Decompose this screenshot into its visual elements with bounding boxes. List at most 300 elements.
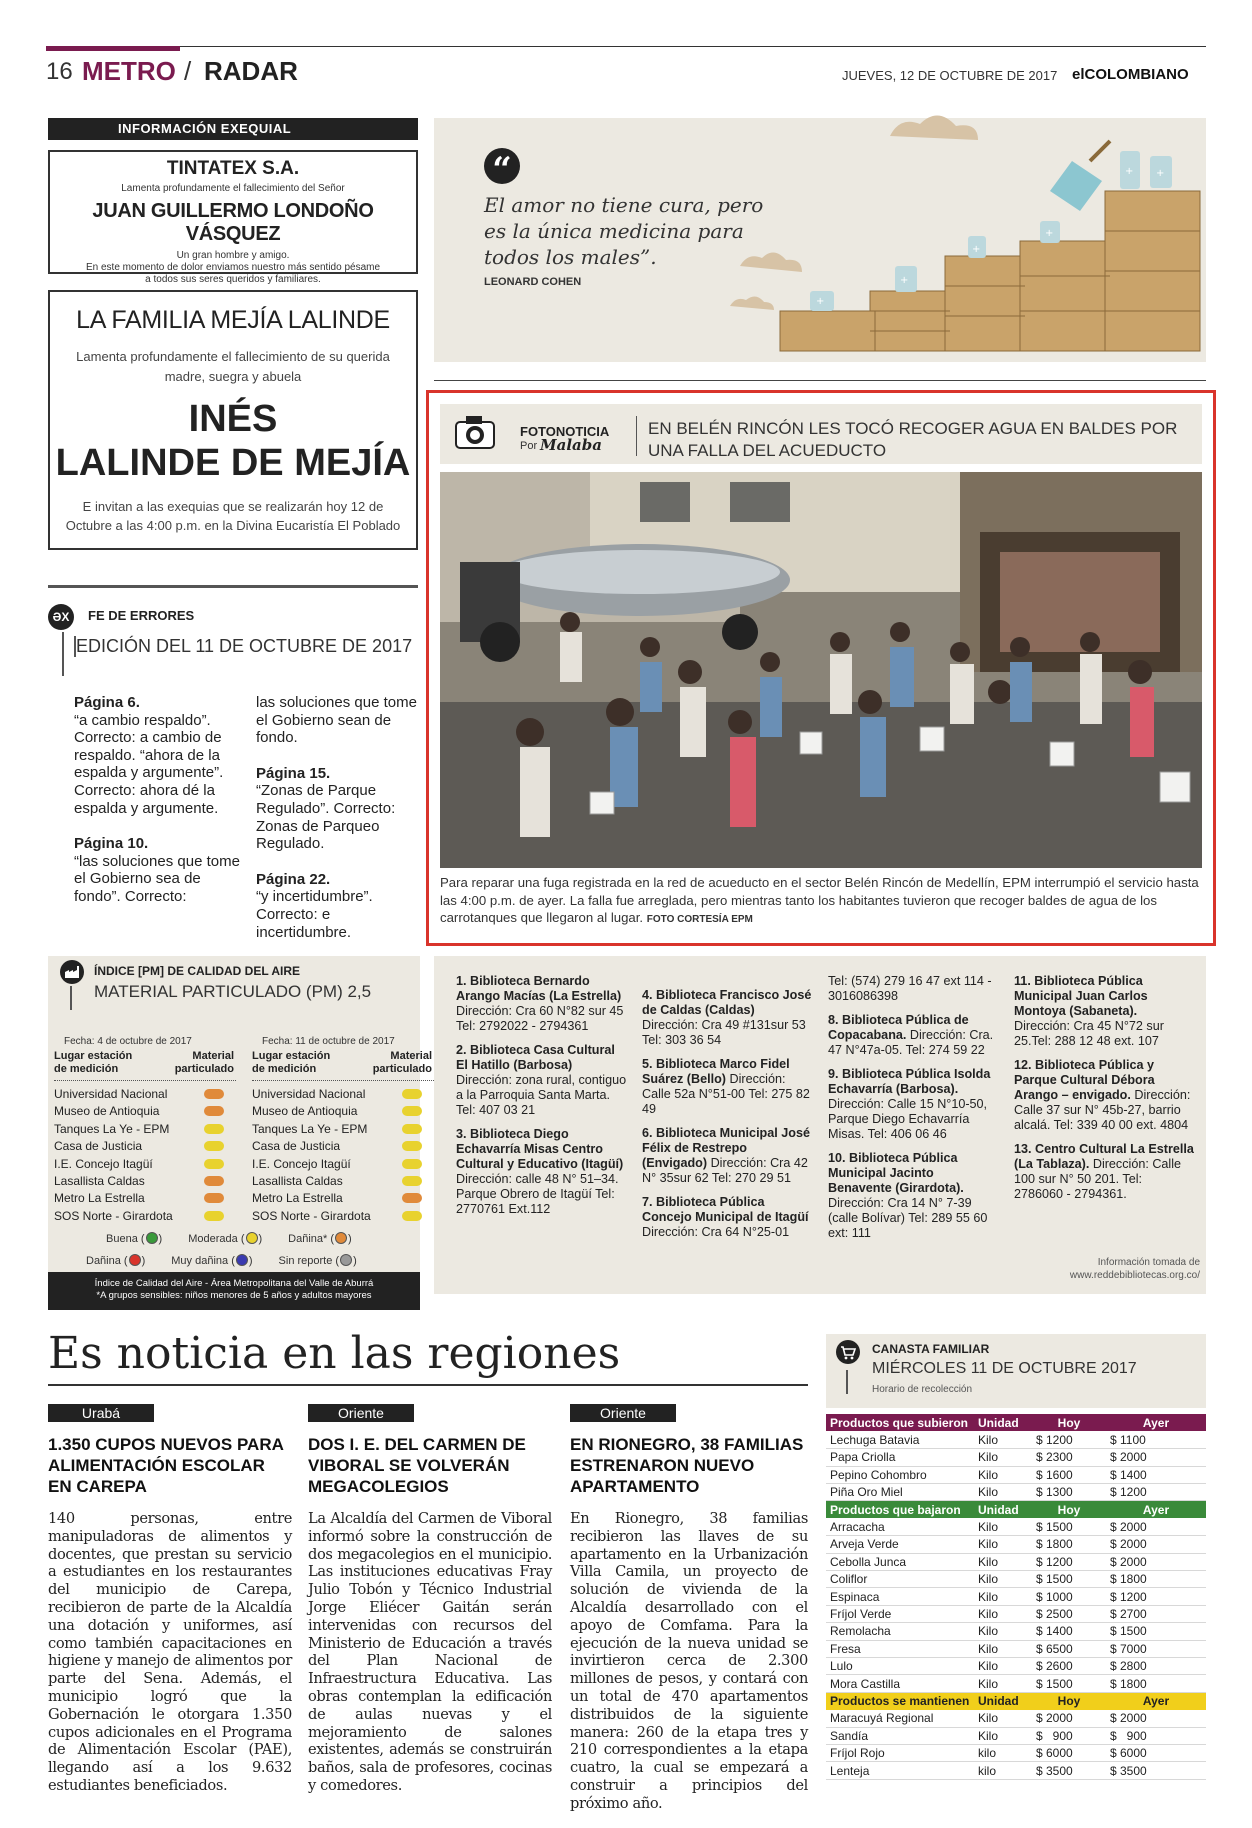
price-yesterday: $ 1200: [1106, 1588, 1206, 1605]
price-today: $ 6000: [1032, 1744, 1106, 1761]
library-name: 4. Biblioteca Francisco José de Caldas (Caldas): [642, 988, 812, 1017]
library-info: Dirección: Calle 37 sur N° 45b-27, barrio alcalá. Tel: 339 40 00 ext. 4804: [1014, 1088, 1191, 1132]
region-tag: Oriente: [308, 1404, 414, 1422]
air-legend-item: Dañina ( ): [86, 1255, 146, 1267]
product-unit: kilo: [974, 1744, 1032, 1761]
region-body: La Alcaldía del Carmen de Viboral informó sobre la construcción de dos megacolegios en el municipio. Las instituciones educativas Fray Julio Tobón y Técnico Industrial Jorge Eliécer Gaitán serán intervenidas con recursos del Ministerio de Educación a través del Plan Nacional de Infraestructura Educativa. Las obras contemplan la edificación de aulas nuevas y el mejoramiento de salones existentes, además se construirán baños, sala de profesores, cocinas y comedores.: [308, 1510, 552, 1794]
region-body: 140 personas, entre manipuladoras de alimentos y docentes, que prestan su servicio a estudiantes en los restaurantes del municipio de Carepa, recibieron de parte de la Alcaldía una dotación y uniformes, así como también capacitaciones en higiene y manejo de alimentos por parte del Sena. Además, el municipio logró que la Gobernación le otorgara 1.350 cupos adicionales en el Programa de Alimentación Escolar (PAE), llegando así a los 9.632 estudiantes beneficiados.: [48, 1510, 292, 1794]
air-legend-row-2: [86, 1254, 383, 1267]
air-legend-dot: [340, 1254, 352, 1266]
library-name: 10. Biblioteca Pública Municipal Jacinto Benavente (Girardota).: [828, 1151, 964, 1195]
product-name: Espinaca: [826, 1588, 974, 1605]
camera-icon: [452, 410, 498, 456]
libraries-source: Información tomada de www.reddebibliotecas.org.co/: [1069, 1257, 1200, 1281]
air-quality-footnote: [48, 1272, 420, 1310]
price-yesterday: $ 6000: [1106, 1744, 1206, 1761]
canasta-col-unidad: Unidad: [974, 1501, 1032, 1518]
air-legend-dot: [146, 1232, 158, 1244]
obituary-org: LA FAMILIA MEJÍA LALINDE: [76, 306, 390, 334]
library-info: Dirección: Calle 15 N°10-50, Parque Diego Echavarría Misas. Tel: 406 06 46: [828, 1097, 988, 1141]
canasta-row: [826, 1744, 1206, 1761]
canasta-section-header: [826, 1414, 1206, 1431]
errata-page: Página 22.: [256, 870, 331, 888]
price-today: $ 1500: [1032, 1571, 1106, 1588]
air-legend-item: Moderada ( ): [188, 1233, 263, 1245]
canasta-col-ayer: Ayer: [1106, 1501, 1206, 1518]
product-name: Coliflor: [826, 1571, 974, 1588]
air-level-indicator: [402, 1124, 422, 1134]
canasta-row: [826, 1484, 1206, 1501]
price-yesterday: $ 2000: [1106, 1449, 1206, 1466]
canasta-section-header: [826, 1692, 1206, 1709]
product-name: Maracuyá Regional: [826, 1710, 974, 1727]
product-name: Lulo: [826, 1657, 974, 1674]
air-table-date: Fecha: 4 de octubre de 2017: [64, 1036, 192, 1047]
air-level-indicator: [402, 1159, 422, 1169]
air-legend-label: Moderada: [188, 1233, 238, 1245]
section-rule: [434, 380, 1206, 381]
air-level-indicator: [204, 1141, 224, 1151]
region-headline: EN RIONEGRO, 38 FAMILIAS ESTRENARON NUEVO APARTAMENTO: [570, 1435, 804, 1496]
air-station-name: SOS Norte - Girardota: [54, 1208, 173, 1223]
air-level-indicator: [204, 1124, 224, 1134]
product-name: Fríjol Verde: [826, 1605, 974, 1622]
library-name: 12. Biblioteca Pública y Parque Cultural Débora Arango – envigado.: [1014, 1058, 1155, 1102]
region-body: En Rionegro, 38 familias recibieron las llaves de su apartamento en la Urbanización Villa Camila, un proyecto de solución de vivienda de la Alcaldía desarrollado con el apoyo de Comfama. Para la ejecución de la nueva unidad se invirtieron cerca de 2.300 millones de pesos, y contará con un total de 470 apartamentos distribuidos de la siguiente manera: 260 de la etapa tres y 210 correspondientes a la etapa cuatro, la cual se empezará a construir a principios del próximo año.: [570, 1510, 808, 1812]
price-yesterday: $ 1500: [1106, 1623, 1206, 1640]
air-quality-title: ÍNDICE [PM] DE CALIDAD DEL AIRE: [94, 964, 301, 978]
air-level-indicator: [204, 1193, 224, 1203]
regions-title: Es noticia en las regiones: [48, 1328, 621, 1379]
errata-gap: [256, 853, 424, 871]
product-unit: Kilo: [974, 1588, 1032, 1605]
air-level-indicator: [204, 1106, 224, 1116]
library-entry: [642, 1126, 814, 1186]
air-quality-subtitle: MATERIAL PARTICULADO (PM) 2,5: [94, 982, 372, 1001]
price-today: $ 1000: [1032, 1588, 1106, 1605]
product-name: Fresa: [826, 1640, 974, 1657]
air-header-station: Lugar estación de medición: [54, 1050, 133, 1075]
shopping-cart-icon: [836, 1340, 860, 1364]
svg-text:+: +: [816, 296, 825, 307]
air-level-indicator: [402, 1211, 422, 1221]
errata-item: [256, 765, 424, 853]
price-today: $ 2600: [1032, 1657, 1106, 1674]
canasta-row: [826, 1675, 1206, 1692]
errata-column-1: [74, 694, 242, 906]
page-number: 16: [46, 58, 73, 85]
libraries-column-1: [456, 974, 628, 1226]
canasta-row: [826, 1605, 1206, 1622]
library-name: 8. Biblioteca Pública de Copacabana.: [828, 1013, 969, 1042]
library-name: 6. Biblioteca Municipal José Félix de Restrepo (Envigado): [642, 1126, 810, 1170]
price-today: $ 1500: [1032, 1518, 1106, 1535]
product-unit: Kilo: [974, 1571, 1032, 1588]
price-yesterday: $ 1800: [1106, 1571, 1206, 1588]
region-headline: DOS I. E. DEL CARMEN DE VIBORAL SE VOLVERÁN MEGACOLEGIOS: [308, 1435, 526, 1496]
air-station-name: I.E. Concejo Itagüí: [252, 1156, 351, 1171]
canasta-date: MIÉRCOLES 11 DE OCTUBRE 2017: [872, 1360, 1137, 1377]
library-info: Dirección: zona rural, contiguo a la Parroquia Santa Marta. Tel: 407 03 21: [456, 1073, 627, 1117]
library-info: Dirección: Cra 64 N°25-01: [642, 1225, 790, 1239]
library-info: Dirección: Cra 14 N° 7-39 (calle Bolívar) Tel: 289 55 60 ext: 111: [828, 1196, 988, 1240]
photographer-signature: Malaba: [540, 436, 602, 454]
region-tag: Urabá: [48, 1404, 154, 1422]
air-station-name: Museo de Antioquia: [54, 1104, 160, 1119]
library-entry: [1014, 1142, 1194, 1202]
obituary-name-line: INÉS: [188, 398, 278, 440]
header-rule: [46, 46, 1206, 47]
errata-gap: [256, 747, 424, 765]
product-name: Mora Castilla: [826, 1675, 974, 1692]
errata-item: [256, 694, 424, 747]
air-legend-label: Buena: [106, 1233, 138, 1245]
air-station-name: Museo de Antioquia: [252, 1104, 358, 1119]
canasta-col-hoy: Hoy: [1032, 1692, 1106, 1709]
errata-text: las soluciones que tome el Gobierno sean de fondo.: [256, 694, 417, 747]
air-station-name: Universidad Nacional: [252, 1087, 366, 1101]
price-yesterday: $ 2000: [1106, 1710, 1206, 1727]
obituary-line: En este momento de dolor enviamos nuestro más sentido pésame: [85, 262, 381, 273]
price-yesterday: $ 900: [1106, 1727, 1206, 1744]
library-info: Dirección: Cra 42 N° 35sur 62 Tel: 270 29 51: [642, 1156, 808, 1185]
errata-page: Página 15.: [256, 764, 331, 782]
product-name: Lechuga Batavia: [826, 1431, 974, 1448]
price-today: $ 1600: [1032, 1466, 1106, 1483]
price-yesterday: $ 1800: [1106, 1675, 1206, 1692]
air-legend-dot: [246, 1232, 258, 1244]
air-table-rule: [252, 1080, 434, 1081]
air-legend-item: Dañina* ( ): [288, 1233, 352, 1245]
region-headline: 1.350 CUPOS NUEVOS PARA ALIMENTACIÓN ESCOLAR EN CAREPA: [48, 1435, 284, 1496]
price-today: $ 1300: [1032, 1484, 1106, 1501]
product-unit: Kilo: [974, 1553, 1032, 1570]
library-entry: [456, 1043, 628, 1118]
canasta-schedule: Horario de recolección: [872, 1384, 973, 1395]
errata-item: [256, 871, 424, 941]
price-yesterday: $ 1400: [1106, 1466, 1206, 1483]
canasta-col-ayer: Ayer: [1106, 1414, 1206, 1431]
subsection-name: RADAR: [204, 56, 298, 86]
air-header-material: Material particulado: [174, 1050, 234, 1075]
air-station-name: Metro La Estrella: [54, 1191, 145, 1206]
obituary-line: [50, 250, 416, 286]
obituary-line: Lamenta profundamente el fallecimiento de su querida madre, suegra y abuela: [76, 349, 390, 384]
errata-text: “las soluciones que tome el Gobierno sea de fondo”. Correcto:: [74, 852, 240, 905]
canasta-row: [826, 1727, 1206, 1744]
library-name: 9. Biblioteca Pública Isolda Echavarría (Barbosa).: [828, 1067, 991, 1096]
canasta-row: [826, 1553, 1206, 1570]
svg-text:+: +: [1045, 228, 1054, 239]
air-station-name: Casa de Justicia: [252, 1139, 341, 1154]
issue-date: JUEVES, 12 DE OCTUBRE DE 2017: [842, 68, 1058, 83]
air-foot-line: Índice de Calidad del Aire - Área Metropolitana del Valle de Aburrá: [94, 1278, 374, 1289]
library-info: Dirección: Cra 60 N°82 sur 45 Tel: 2792022 - 2794361: [456, 1004, 624, 1033]
product-name: Arracacha: [826, 1518, 974, 1535]
air-level-indicator: [402, 1176, 422, 1186]
canasta-row: [826, 1640, 1206, 1657]
canasta-row: [826, 1449, 1206, 1466]
price-yesterday: $ 2700: [1106, 1605, 1206, 1622]
library-name: 1. Biblioteca Bernardo Arango Macías (La Estrella): [456, 974, 622, 1003]
libraries-column-3: [828, 974, 1000, 1250]
library-entry: [456, 974, 628, 1034]
product-name: Remolacha: [826, 1623, 974, 1640]
air-legend-label: Muy dañina: [171, 1255, 229, 1267]
air-legend-item: Muy dañina ( ): [171, 1255, 253, 1267]
product-unit: Kilo: [974, 1484, 1032, 1501]
air-level-indicator: [204, 1159, 224, 1169]
air-station-name: Casa de Justicia: [54, 1139, 143, 1154]
air-station-name: Universidad Nacional: [54, 1087, 168, 1101]
errata-text: “Zonas de Parque Regulado”. Correcto: Zonas de Parqueo Regulado.: [256, 782, 396, 853]
library-name: 11. Biblioteca Pública Municipal Juan Carlos Montoya (Sabaneta).: [1014, 974, 1148, 1018]
canasta-row: [826, 1536, 1206, 1553]
library-entry: [642, 1057, 814, 1117]
product-unit: Kilo: [974, 1431, 1032, 1448]
news-photo: [440, 472, 1202, 868]
price-today: $ 1400: [1032, 1623, 1106, 1640]
product-unit: Kilo: [974, 1605, 1032, 1622]
air-station-name: SOS Norte - Girardota: [252, 1208, 371, 1223]
air-station-name: I.E. Concejo Itagüí: [54, 1156, 153, 1171]
product-name: Fríjol Rojo: [826, 1744, 974, 1761]
air-legend-item: Sin reporte ( ): [278, 1255, 357, 1267]
air-station-name: Lasallista Caldas: [252, 1174, 343, 1188]
obituary-notice-2: [48, 290, 418, 550]
air-header-station: Lugar estación de medición: [252, 1050, 331, 1075]
library-entry: [642, 988, 814, 1048]
errata-item: [74, 835, 242, 905]
canasta-row: [826, 1588, 1206, 1605]
canasta-section-label: Productos se mantienen: [826, 1692, 974, 1709]
photo-credit: FOTO CORTESÍA EPM: [646, 914, 753, 925]
errata-icon: ƏX: [48, 604, 74, 630]
price-yesterday: $ 2000: [1106, 1518, 1206, 1535]
air-level-indicator: [402, 1106, 422, 1116]
canasta-col-ayer: Ayer: [1106, 1692, 1206, 1709]
air-table-rule: [54, 1080, 236, 1081]
air-station-name: Tanques La Ye - EPM: [54, 1121, 170, 1136]
fotonoticia-by: Por: [520, 440, 538, 452]
library-info: Dirección: Cra 45 N°72 sur 25.Tel: 288 12 48 ext. 107: [1014, 1019, 1164, 1048]
library-entry: [456, 1127, 628, 1217]
obituary-name: JUAN GUILLERMO LONDOÑO VÁSQUEZ: [92, 200, 374, 245]
caption-text: Para reparar una fuga registrada en la red de acueducto en el sector Belén Rincón de Medellín, EPM interrumpió el servicio hasta las 4:00 p.m. de ayer. La falla fue arreglada, pero mientras tanto los habitantes tuvieron que recoger baldes de agua de los carrotanques que llegaron al lugar.: [440, 875, 1199, 925]
fotonoticia-caption: [440, 874, 1202, 929]
canasta-row: [826, 1762, 1206, 1779]
errata-edition: EDICIÓN DEL 11 DE OCTUBRE DE 2017: [76, 636, 413, 656]
product-unit: Kilo: [974, 1675, 1032, 1692]
canasta-vline: [846, 1370, 848, 1394]
crates-illustration: [710, 96, 1206, 356]
library-entry: [1014, 1058, 1194, 1133]
product-name: Lenteja: [826, 1762, 974, 1779]
factory-icon: [60, 960, 84, 984]
fotonoticia-tag: FOTONOTICIA: [520, 424, 610, 439]
errata-text: “a cambio respaldo”. Correcto: a cambio de respaldo. “ahora de la espalda y argumente”. Correcto: ahora dé la espalda y argumente.: [74, 711, 224, 817]
price-yesterday: $ 2000: [1106, 1536, 1206, 1553]
errata-vline: [62, 632, 64, 676]
library-name: 5. Biblioteca Marco Fidel Suárez (Bello): [642, 1057, 790, 1086]
canasta-row: [826, 1657, 1206, 1674]
air-legend-item: Buena ( ): [106, 1233, 163, 1245]
library-entry: [1014, 974, 1194, 1049]
errata-rule: [48, 585, 418, 588]
obituary-line: a todos sus seres queridos y familiares.: [145, 274, 321, 285]
library-entry: [828, 1013, 1000, 1058]
canasta-row: [826, 1623, 1206, 1640]
errata-title: FE DE ERRORES: [88, 608, 195, 623]
fotonoticia-headline: EN BELÉN RINCÓN LES TOCÓ RECOGER AGUA EN BALDES POR UNA FALLA DEL ACUEDUCTO: [648, 419, 1178, 460]
product-name: Cebolla Junca: [826, 1553, 974, 1570]
library-info: Dirección: Calle 52a N°51-00 Tel: 275 82 49: [642, 1072, 810, 1116]
product-name: Arveja Verde: [826, 1536, 974, 1553]
newspaper-logo: elCOLOMBIANO: [1072, 66, 1189, 83]
product-unit: Kilo: [974, 1623, 1032, 1640]
quote-author: LEONARD COHEN: [484, 276, 582, 288]
quote-icon: “: [484, 148, 520, 184]
product-unit: Kilo: [974, 1466, 1032, 1483]
canasta-section-header: [826, 1501, 1206, 1518]
air-legend-label: Sin reporte: [278, 1255, 333, 1267]
product-unit: kilo: [974, 1762, 1032, 1779]
canasta-section-label: Productos que subieron: [826, 1414, 974, 1431]
air-station-name: Metro La Estrella: [252, 1191, 343, 1206]
air-foot-line: *A grupos sensibles: niños menores de 5 años y adultos mayores: [96, 1290, 372, 1301]
obituary-notice-1: [48, 150, 418, 285]
svg-text:+: +: [1125, 166, 1134, 177]
product-unit: Kilo: [974, 1640, 1032, 1657]
section-separator: /: [184, 56, 192, 86]
quote-text: El amor no tiene cura, pero es la única medicina para todos los males”.: [484, 193, 764, 269]
air-level-indicator: [402, 1141, 422, 1151]
library-name: 7. Biblioteca Pública Concejo Municipal de Itagüí: [642, 1195, 809, 1224]
product-unit: Kilo: [974, 1536, 1032, 1553]
library-entry: [828, 1067, 1000, 1142]
price-yesterday: $ 7000: [1106, 1640, 1206, 1657]
price-today: $ 1200: [1032, 1553, 1106, 1570]
library-name: 2. Biblioteca Casa Cultural El Hatillo (Barbosa): [456, 1043, 615, 1072]
library-info: Dirección: Calle 100 sur N° 50 201. Tel: 2786060 - 2794361.: [1014, 1157, 1182, 1201]
price-today: $ 6500: [1032, 1640, 1106, 1657]
library-info: Dirección: Cra 49 #131sur 53 Tel: 303 36 54: [642, 1018, 806, 1047]
air-table-date: Fecha: 11 de octubre de 2017: [262, 1036, 395, 1047]
canasta-col-unidad: Unidad: [974, 1414, 1032, 1431]
product-unit: Kilo: [974, 1727, 1032, 1744]
price-today: $ 2500: [1032, 1605, 1106, 1622]
obituary-org: TINTATEX S.A.: [166, 158, 300, 179]
library-entry: [642, 1195, 814, 1240]
errata-column-2: [256, 694, 424, 941]
region-tag: Oriente: [570, 1404, 676, 1422]
errata-item: [74, 694, 242, 817]
air-legend-label: Dañina*: [288, 1233, 328, 1245]
canasta-table: [826, 1414, 1206, 1780]
errata-page: Página 6.: [74, 694, 140, 711]
canasta-row: [826, 1571, 1206, 1588]
obituary-line: Un gran hombre y amigo.: [176, 250, 290, 261]
canasta-col-hoy: Hoy: [1032, 1414, 1106, 1431]
canasta-row: [826, 1431, 1206, 1448]
air-station-name: Tanques La Ye - EPM: [252, 1121, 368, 1136]
air-legend-dot: [129, 1254, 141, 1266]
air-legend-dot: [335, 1232, 347, 1244]
obituary-name: [50, 397, 416, 485]
price-yesterday: $ 2800: [1106, 1657, 1206, 1674]
price-today: $ 1500: [1032, 1675, 1106, 1692]
svg-text:+: +: [1156, 168, 1165, 179]
canasta-row: [826, 1466, 1206, 1483]
section-name: METRO: [82, 56, 176, 86]
product-unit: Kilo: [974, 1518, 1032, 1535]
canasta-title: CANASTA FAMILIAR: [872, 1342, 990, 1356]
air-quality-vline: [70, 986, 72, 1010]
price-yesterday: $ 3500: [1106, 1762, 1206, 1779]
library-phone: Tel: (574) 279 16 47 ext 114 - 3016086398: [828, 974, 992, 1003]
air-level-indicator: [204, 1089, 224, 1099]
product-unit: Kilo: [974, 1657, 1032, 1674]
svg-text:+: +: [972, 244, 981, 255]
air-legend-row-1: [106, 1232, 378, 1245]
obituary-line: Lamenta profundamente el fallecimiento del Señor: [121, 183, 345, 194]
library-info: Dirección: calle 48 N° 51–34. Parque Obrero de Itagüí Tel: 2770761 Ext.112: [456, 1172, 619, 1216]
canasta-row: [826, 1518, 1206, 1535]
library-name: 13. Centro Cultural La Estrella (La Tablaza).: [1014, 1142, 1194, 1171]
obituary-name-line: LALINDE DE MEJÍA: [55, 442, 411, 484]
canasta-section-label: Productos que bajaron: [826, 1501, 974, 1518]
air-header-material: Material particulado: [372, 1050, 432, 1075]
canasta-col-hoy: Hoy: [1032, 1501, 1106, 1518]
price-yesterday: $ 1100: [1106, 1431, 1206, 1448]
product-name: Pepino Cohombro: [826, 1466, 974, 1483]
air-level-indicator: [204, 1176, 224, 1186]
regions-rule: [48, 1384, 808, 1386]
price-today: $ 2000: [1032, 1710, 1106, 1727]
obituary-line: E invitan a las exequias que se realizarán hoy 12 de Octubre a las 4:00 p.m. en la Divina Eucaristía El Poblado: [65, 499, 401, 533]
price-today: $ 1200: [1032, 1431, 1106, 1448]
errata-gap: [74, 817, 242, 835]
product-unit: Kilo: [974, 1710, 1032, 1727]
air-level-indicator: [204, 1211, 224, 1221]
price-today: $ 1800: [1032, 1536, 1106, 1553]
errata-page: Página 10.: [74, 835, 149, 853]
canasta-row: [826, 1710, 1206, 1727]
product-name: Papa Criolla: [826, 1449, 974, 1466]
air-level-indicator: [402, 1089, 422, 1099]
price-today: $ 2300: [1032, 1449, 1106, 1466]
svg-text:+: +: [900, 275, 909, 286]
air-station-name: Lasallista Caldas: [54, 1174, 145, 1188]
price-today: $ 900: [1032, 1727, 1106, 1744]
canasta-col-unidad: Unidad: [974, 1692, 1032, 1709]
libraries-column-2: [642, 988, 814, 1249]
exequial-tag: INFORMACIÓN EXEQUIAL: [48, 118, 418, 140]
fotonoticia-divider: [636, 416, 637, 456]
product-name: Piña Oro Miel: [826, 1484, 974, 1501]
library-entry: [828, 1151, 1000, 1241]
libraries-column-4: [1014, 974, 1194, 1211]
air-legend-dot: [236, 1254, 248, 1266]
product-name: Sandía: [826, 1727, 974, 1744]
air-level-indicator: [402, 1193, 422, 1203]
price-today: $ 3500: [1032, 1762, 1106, 1779]
library-name: 3. Biblioteca Diego Echavarría Misas Centro Cultural y Educativo (Itagüí): [456, 1127, 624, 1171]
header-accent-bar: [46, 46, 180, 51]
air-legend-label: Dañina: [86, 1255, 121, 1267]
product-unit: Kilo: [974, 1449, 1032, 1466]
errata-text: “y incertidumbre”. Correcto: e incertidumbre.: [256, 888, 373, 941]
